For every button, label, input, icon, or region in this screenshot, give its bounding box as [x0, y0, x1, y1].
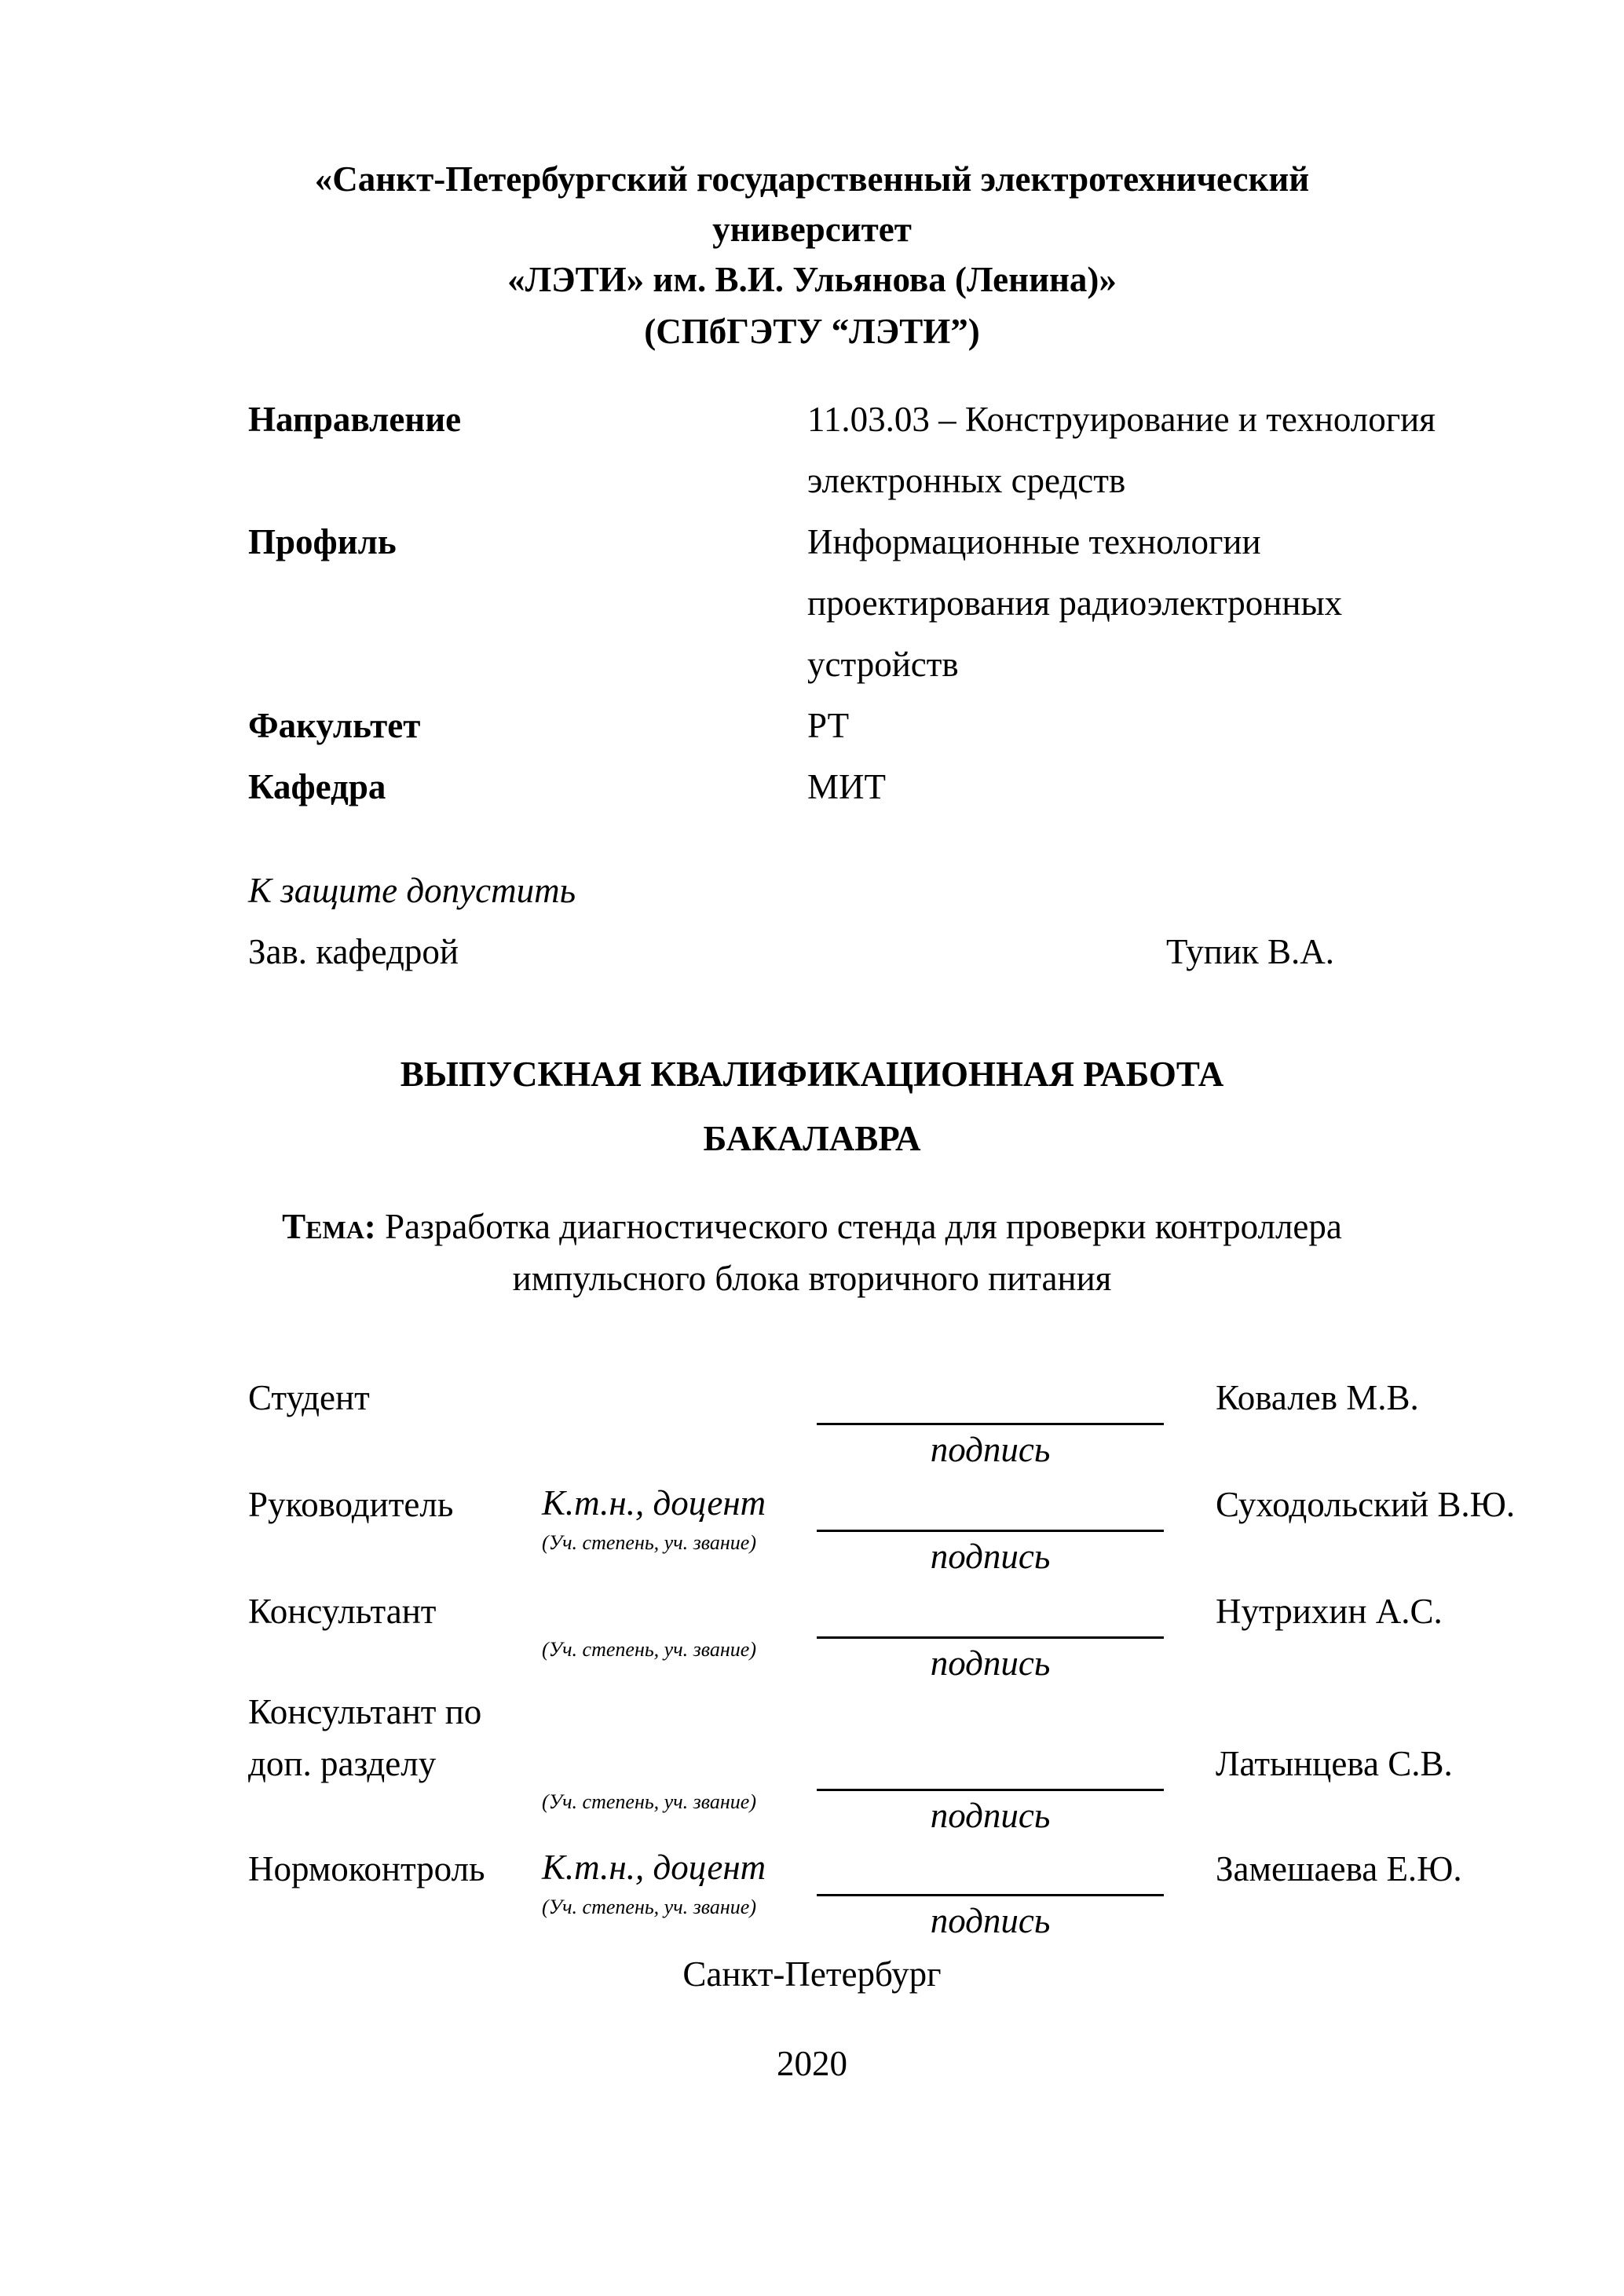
theme-label: Тема:: [282, 1207, 376, 1246]
info-value-profile-line2: проектирования радиоэлектронных: [807, 583, 1343, 623]
footer-year: 2020: [777, 2044, 847, 2083]
info-value-direction-line1: 11.03.03 – Конструирование и технология: [807, 400, 1436, 439]
signature-degree: К.т.н., доцент: [542, 1848, 766, 1887]
info-label-department: Кафедра: [248, 767, 386, 806]
info-label-faculty: Факультет: [248, 706, 421, 745]
admission-role: Зав. кафедрой: [248, 932, 459, 971]
signature-name: Латынцева С.В.: [1216, 1744, 1453, 1783]
footer-city: Санкт-Петербург: [682, 1954, 942, 1994]
degree-hint: (Уч. степень, уч. звание): [542, 1896, 756, 1918]
signature-role: Руководитель: [248, 1485, 454, 1524]
university-name-line1: «Санкт-Петербургский государственный электротехнический: [314, 159, 1310, 199]
signature-caption: подпись: [930, 1901, 1051, 1940]
info-label-direction: Направление: [248, 400, 462, 439]
admission-note: К защите допустить: [248, 871, 576, 910]
theme-text-line1: Разработка диагностического стенда для проверки контроллера: [385, 1207, 1342, 1246]
university-name-line2: университет: [712, 210, 912, 249]
signature-role-line1: Консультант по: [248, 1692, 482, 1731]
signature-role: Консультант: [248, 1592, 437, 1631]
signature-role-line2: доп. разделу: [248, 1744, 437, 1783]
theme-text-line2: импульсного блока вторичного питания: [512, 1259, 1112, 1298]
signature-line[interactable]: [817, 1789, 1164, 1791]
signature-role: Нормоконтроль: [248, 1849, 485, 1888]
signature-caption: подпись: [930, 1796, 1051, 1835]
signature-name: Нутрихин А.С.: [1216, 1592, 1443, 1631]
admission-name: Тупик В.А.: [1166, 932, 1335, 971]
info-value-department: МИТ: [807, 767, 886, 806]
signature-line[interactable]: [817, 1423, 1164, 1425]
info-label-profile: Профиль: [248, 522, 397, 561]
theme-line1: [0, 1203, 1624, 1250]
signature-name: Ковалев М.В.: [1216, 1378, 1419, 1417]
signature-name: Суходольский В.Ю.: [1216, 1485, 1516, 1524]
info-value-profile-line3: устройств: [807, 645, 959, 684]
info-value-faculty: РТ: [807, 706, 850, 745]
signature-line[interactable]: [817, 1894, 1164, 1896]
degree-hint: (Уч. степень, уч. звание): [542, 1790, 756, 1813]
degree-hint: (Уч. степень, уч. звание): [542, 1531, 756, 1554]
signature-line[interactable]: [817, 1530, 1164, 1532]
info-value-direction-line2: электронных средств: [807, 461, 1126, 500]
signature-name: Замешаева Е.Ю.: [1216, 1849, 1462, 1888]
work-title-line1: ВЫПУСКНАЯ КВАЛИФИКАЦИОННАЯ РАБОТА: [400, 1055, 1224, 1094]
signature-role: Студент: [248, 1378, 370, 1417]
university-name-line3: «ЛЭТИ» им. В.И. Ульянова (Ленина)»: [507, 260, 1117, 299]
signature-degree: К.т.н., доцент: [542, 1483, 766, 1523]
signature-caption: подпись: [930, 1430, 1051, 1469]
signature-caption: подпись: [930, 1537, 1051, 1576]
signature-caption: подпись: [930, 1643, 1051, 1683]
info-value-profile-line1: Информационные технологии: [807, 522, 1261, 561]
university-abbreviation: (СПбГЭТУ “ЛЭТИ”): [644, 312, 980, 351]
degree-hint: (Уч. степень, уч. звание): [542, 1638, 756, 1661]
work-title-line2: БАКАЛАВРА: [703, 1119, 921, 1158]
signature-line[interactable]: [817, 1636, 1164, 1639]
